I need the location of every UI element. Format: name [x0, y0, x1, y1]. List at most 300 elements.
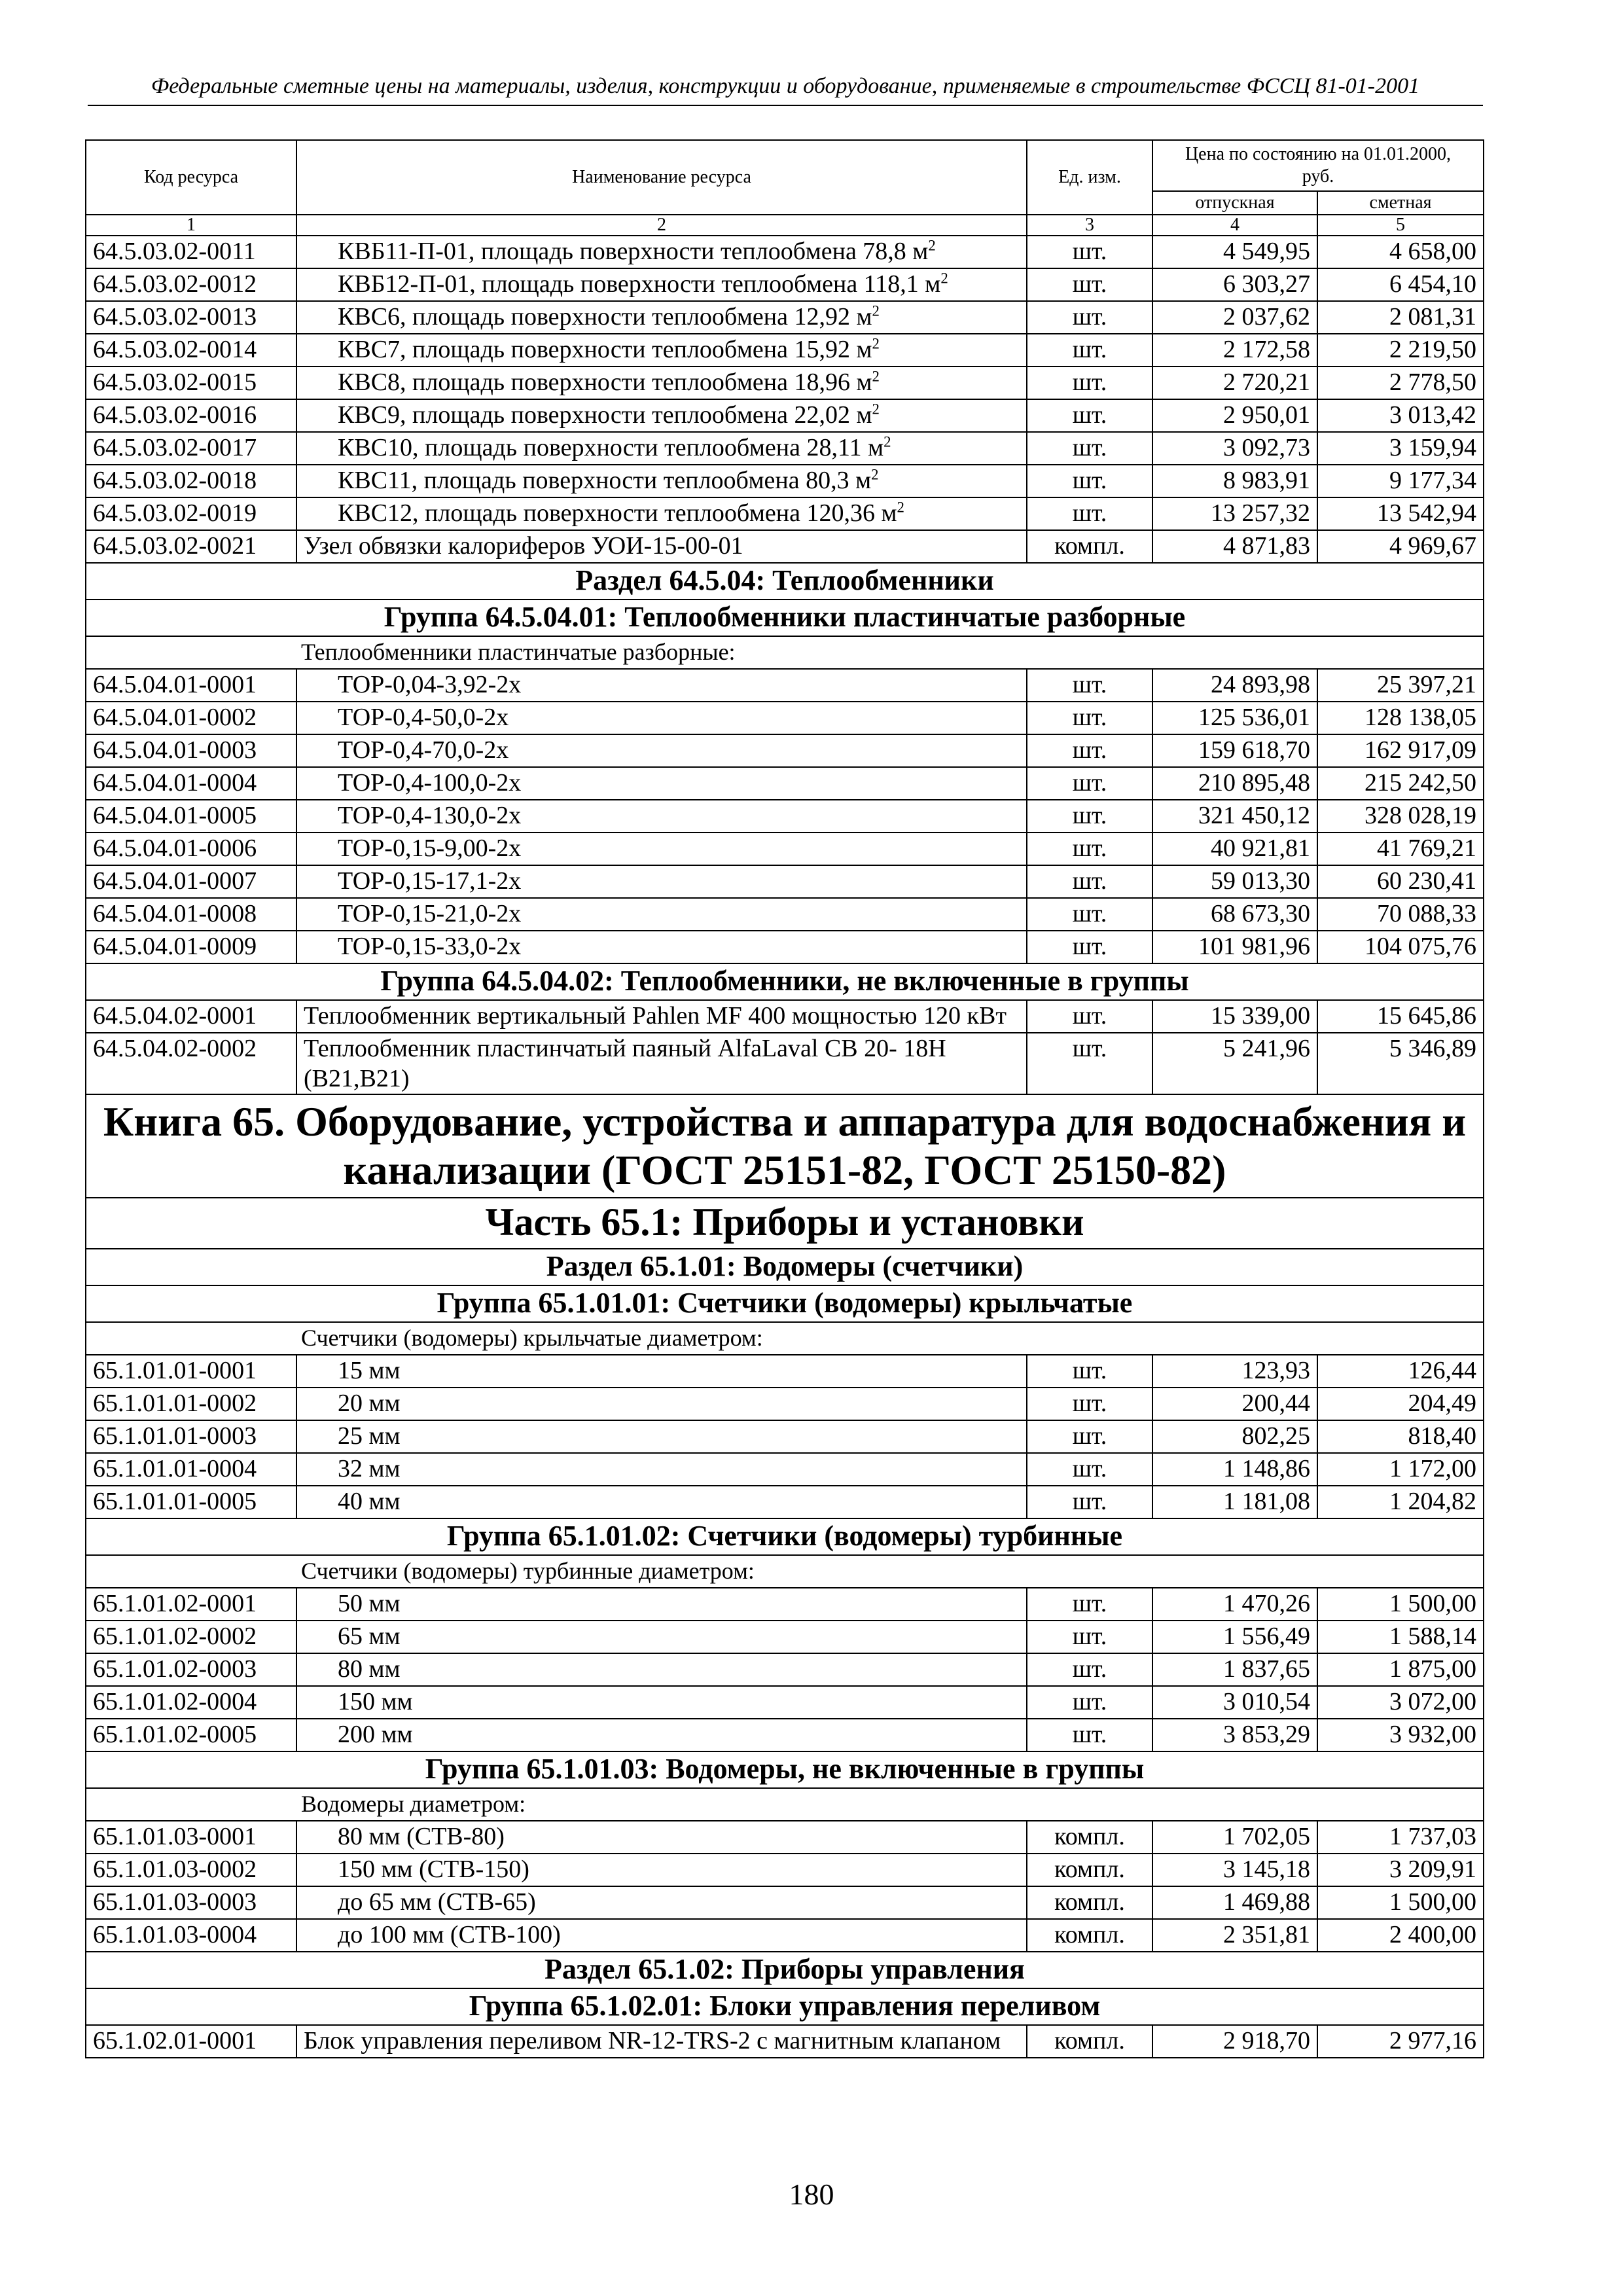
resource-name	[296, 1000, 1027, 1033]
resource-code: 64.5.03.02-0017	[86, 432, 296, 465]
table-row	[86, 236, 1484, 268]
resource-name	[296, 1420, 1027, 1453]
unit: компл.	[1027, 1919, 1152, 1952]
resource-name-text: 200 мм	[338, 1721, 413, 1748]
price-estimate: 1 875,00	[1317, 1653, 1484, 1686]
superscript-2: 2	[940, 270, 948, 287]
col-header-release: отпускная	[1152, 191, 1317, 215]
unit: компл.	[1027, 1886, 1152, 1919]
price-release: 2 172,58	[1152, 334, 1317, 367]
resource-name	[296, 2025, 1027, 2058]
resource-code: 65.1.01.03-0002	[86, 1854, 296, 1886]
price-estimate: 13 542,94	[1317, 497, 1484, 530]
table-row	[86, 334, 1484, 367]
unit: компл.	[1027, 2025, 1152, 2058]
resource-code: 65.1.01.01-0001	[86, 1355, 296, 1388]
resource-name-text: 20 мм	[338, 1390, 401, 1417]
resource-name-text: до 100 мм (СТВ-100)	[338, 1921, 561, 1948]
price-release: 1 470,26	[1152, 1588, 1317, 1621]
resource-name	[296, 465, 1027, 497]
resource-name-text: Теплообменник пластинчатый паяный AlfaLaval CB 20- 18H (B21,B21)	[304, 1035, 946, 1092]
resource-code: 64.5.03.02-0021	[86, 530, 296, 563]
price-release: 123,93	[1152, 1355, 1317, 1388]
price-release: 59 013,30	[1152, 865, 1317, 898]
price-estimate: 3 932,00	[1317, 1719, 1484, 1751]
resource-name-text: ТОР-0,15-9,00-2х	[338, 834, 522, 862]
resource-name	[296, 1588, 1027, 1621]
resource-name-text: КВБ12-П-01, площадь поверхности теплообмена 118,1 м	[338, 270, 941, 298]
resource-name	[296, 301, 1027, 334]
table-row	[86, 833, 1484, 865]
superscript-2: 2	[928, 237, 936, 254]
resource-name-text: ТОР-0,04-3,92-2х	[338, 671, 522, 698]
superscript-2: 2	[883, 433, 891, 450]
price-estimate: 5 346,89	[1317, 1033, 1484, 1094]
table-row	[86, 1355, 1484, 1388]
resource-name-text: Узел обвязки калориферов УОИ-15-00-01	[304, 532, 743, 560]
price-estimate: 9 177,34	[1317, 465, 1484, 497]
group-heading-row	[86, 1751, 1484, 1788]
unit: шт.	[1027, 800, 1152, 833]
price-release: 321 450,12	[1152, 800, 1317, 833]
price-release: 68 673,30	[1152, 898, 1317, 931]
superscript-2: 2	[872, 368, 880, 385]
unit: шт.	[1027, 268, 1152, 301]
table-row	[86, 301, 1484, 334]
resource-name	[296, 1453, 1027, 1486]
table-row	[86, 2025, 1484, 2058]
table-row	[86, 931, 1484, 963]
col-number: 4	[1152, 215, 1317, 236]
resource-code: 64.5.03.02-0012	[86, 268, 296, 301]
table-row	[86, 465, 1484, 497]
resource-code: 64.5.03.02-0018	[86, 465, 296, 497]
price-release: 4 549,95	[1152, 236, 1317, 268]
price-estimate: 126,44	[1317, 1355, 1484, 1388]
price-estimate: 3 013,42	[1317, 399, 1484, 432]
unit: шт.	[1027, 1000, 1152, 1033]
resource-name-text: 65 мм	[338, 1623, 401, 1650]
table-row	[86, 432, 1484, 465]
table-row	[86, 1388, 1484, 1420]
resource-name	[296, 334, 1027, 367]
resource-name-text: КВС7, площадь поверхности теплообмена 15,92 м	[338, 336, 872, 363]
unit: шт.	[1027, 1420, 1152, 1453]
subgroup-caption: Водомеры диаметром:	[86, 1788, 1484, 1821]
price-release: 13 257,32	[1152, 497, 1317, 530]
price-estimate: 60 230,41	[1317, 865, 1484, 898]
resource-name-text: до 65 мм (СТВ-65)	[338, 1888, 536, 1916]
resource-name	[296, 1821, 1027, 1854]
resource-code: 65.1.01.02-0002	[86, 1621, 296, 1653]
subgroup-caption: Теплообменники пластинчатые разборные:	[86, 636, 1484, 669]
book-heading-row	[86, 1094, 1484, 1198]
group-heading-row	[86, 1285, 1484, 1322]
resource-name	[296, 1686, 1027, 1719]
section-heading-row	[86, 563, 1484, 600]
subgroup-caption-row	[86, 1788, 1484, 1821]
resource-name-text: ТОР-0,4-100,0-2х	[338, 769, 522, 797]
price-release: 3 092,73	[1152, 432, 1317, 465]
resource-code: 64.5.04.01-0008	[86, 898, 296, 931]
resource-name	[296, 1355, 1027, 1388]
price-estimate: 4 658,00	[1317, 236, 1484, 268]
resource-name-text: ТОР-0,4-130,0-2х	[338, 802, 522, 829]
price-estimate: 204,49	[1317, 1388, 1484, 1420]
resource-code: 64.5.03.02-0019	[86, 497, 296, 530]
col-header-unit: Ед. изм.	[1027, 140, 1152, 215]
table-row	[86, 1588, 1484, 1621]
unit: шт.	[1027, 367, 1152, 399]
resource-name	[296, 1653, 1027, 1686]
price-estimate: 2 778,50	[1317, 367, 1484, 399]
price-estimate: 3 209,91	[1317, 1854, 1484, 1886]
table-row	[86, 669, 1484, 702]
resource-name-text: КВБ11-П-01, площадь поверхности теплообмена 78,8 м	[338, 238, 929, 265]
resource-code: 64.5.04.01-0009	[86, 931, 296, 963]
price-estimate: 1 204,82	[1317, 1486, 1484, 1518]
price-estimate: 1 172,00	[1317, 1453, 1484, 1486]
price-release: 200,44	[1152, 1388, 1317, 1420]
price-estimate: 1 588,14	[1317, 1621, 1484, 1653]
price-release: 3 010,54	[1152, 1686, 1317, 1719]
unit: шт.	[1027, 734, 1152, 767]
unit: шт.	[1027, 1355, 1152, 1388]
unit: шт.	[1027, 1686, 1152, 1719]
table-row	[86, 865, 1484, 898]
table-row	[86, 399, 1484, 432]
resource-code: 65.1.01.02-0001	[86, 1588, 296, 1621]
resource-code: 65.1.01.02-0004	[86, 1686, 296, 1719]
resource-code: 64.5.03.02-0014	[86, 334, 296, 367]
unit: шт.	[1027, 898, 1152, 931]
price-estimate: 818,40	[1317, 1420, 1484, 1453]
subgroup-caption: Счетчики (водомеры) крыльчатые диаметром:	[86, 1322, 1484, 1355]
price-estimate: 2 977,16	[1317, 2025, 1484, 2058]
group-heading: Группа 65.1.01.01: Счетчики (водомеры) крыльчатые	[86, 1285, 1484, 1322]
price-release: 3 853,29	[1152, 1719, 1317, 1751]
resource-name-text: ТОР-0,4-70,0-2х	[338, 736, 509, 764]
table-row	[86, 702, 1484, 734]
price-estimate: 3 072,00	[1317, 1686, 1484, 1719]
subgroup-caption-row	[86, 1322, 1484, 1355]
price-estimate: 70 088,33	[1317, 898, 1484, 931]
section-heading-row	[86, 1952, 1484, 1988]
part-heading: Часть 65.1: Приборы и установки	[86, 1198, 1484, 1249]
resource-code: 65.1.01.02-0005	[86, 1719, 296, 1751]
resource-name-text: КВС6, площадь поверхности теплообмена 12,92 м	[338, 303, 872, 331]
col-number: 2	[296, 215, 1027, 236]
group-heading: Группа 65.1.01.02: Счетчики (водомеры) турбинные	[86, 1518, 1484, 1555]
table-row	[86, 1000, 1484, 1033]
resource-name	[296, 833, 1027, 865]
resource-name-text: 32 мм	[338, 1455, 401, 1482]
price-release: 1 181,08	[1152, 1486, 1317, 1518]
unit: шт.	[1027, 833, 1152, 865]
table-row	[86, 898, 1484, 931]
price-estimate: 25 397,21	[1317, 669, 1484, 702]
price-estimate: 128 138,05	[1317, 702, 1484, 734]
resource-name-text: КВС12, площадь поверхности теплообмена 120,36 м	[338, 499, 897, 527]
resource-name-text: 25 мм	[338, 1422, 401, 1450]
unit: шт.	[1027, 465, 1152, 497]
resource-code: 64.5.04.02-0001	[86, 1000, 296, 1033]
unit: шт.	[1027, 1719, 1152, 1751]
table-row	[86, 497, 1484, 530]
col-header-code: Код ресурса	[86, 140, 296, 215]
price-release: 1 837,65	[1152, 1653, 1317, 1686]
unit: шт.	[1027, 399, 1152, 432]
price-release: 8 983,91	[1152, 465, 1317, 497]
resource-name-text: 80 мм (СТВ-80)	[338, 1823, 505, 1850]
resource-name	[296, 669, 1027, 702]
price-release: 1 556,49	[1152, 1621, 1317, 1653]
price-release: 2 037,62	[1152, 301, 1317, 334]
resource-code: 64.5.04.01-0005	[86, 800, 296, 833]
resource-name-text: 40 мм	[338, 1488, 401, 1515]
price-estimate: 41 769,21	[1317, 833, 1484, 865]
unit: шт.	[1027, 865, 1152, 898]
header-rule	[88, 105, 1483, 106]
resource-code: 65.1.02.01-0001	[86, 2025, 296, 2058]
unit: шт.	[1027, 702, 1152, 734]
resource-name	[296, 767, 1027, 800]
part-heading-row	[86, 1198, 1484, 1249]
table-row	[86, 767, 1484, 800]
group-heading: Группа 64.5.04.01: Теплообменники пластинчатые разборные	[86, 600, 1484, 636]
subgroup-caption: Счетчики (водомеры) турбинные диаметром:	[86, 1555, 1484, 1588]
resource-name	[296, 1886, 1027, 1919]
table-header-row	[86, 140, 1484, 191]
running-header: Федеральные сметные цены на материалы, изделия, конструкции и оборудование, применяемые в строительстве ФССЦ 81-01-2001	[151, 74, 1420, 98]
section-heading: Раздел 65.1.01: Водомеры (счетчики)	[86, 1249, 1484, 1285]
unit: шт.	[1027, 1588, 1152, 1621]
table-row	[86, 1719, 1484, 1751]
resource-code: 64.5.03.02-0015	[86, 367, 296, 399]
resource-name	[296, 432, 1027, 465]
unit: шт.	[1027, 1033, 1152, 1094]
price-release: 5 241,96	[1152, 1033, 1317, 1094]
price-estimate: 328 028,19	[1317, 800, 1484, 833]
col-header-estimate: сметная	[1317, 191, 1484, 215]
price-release: 2 918,70	[1152, 2025, 1317, 2058]
table-row	[86, 367, 1484, 399]
resource-name	[296, 399, 1027, 432]
unit: шт.	[1027, 931, 1152, 963]
resource-code: 65.1.01.03-0003	[86, 1886, 296, 1919]
price-estimate: 1 500,00	[1317, 1886, 1484, 1919]
price-estimate: 215 242,50	[1317, 767, 1484, 800]
book-heading: Книга 65. Оборудование, устройства и аппаратура для водоснабжения и канализации (ГОСТ 25151-82, ГОСТ 25150-82)	[86, 1094, 1484, 1198]
resource-name-text: ТОР-0,15-33,0-2х	[338, 933, 522, 960]
price-release: 3 145,18	[1152, 1854, 1317, 1886]
unit: компл.	[1027, 1821, 1152, 1854]
unit: шт.	[1027, 1486, 1152, 1518]
unit: шт.	[1027, 669, 1152, 702]
resource-code: 64.5.04.01-0002	[86, 702, 296, 734]
price-release: 1 469,88	[1152, 1886, 1317, 1919]
resource-name	[296, 497, 1027, 530]
section-heading: Раздел 64.5.04: Теплообменники	[86, 563, 1484, 600]
resource-name-text: КВС9, площадь поверхности теплообмена 22,02 м	[338, 401, 872, 429]
subgroup-caption-row	[86, 636, 1484, 669]
resource-name	[296, 865, 1027, 898]
superscript-2: 2	[872, 302, 880, 319]
resource-code: 65.1.01.01-0003	[86, 1420, 296, 1453]
unit: шт.	[1027, 236, 1152, 268]
price-estimate: 15 645,86	[1317, 1000, 1484, 1033]
price-table	[85, 139, 1484, 2058]
resource-name-text: ТОР-0,4-50,0-2х	[338, 704, 509, 731]
price-release: 15 339,00	[1152, 1000, 1317, 1033]
column-number-row	[86, 215, 1484, 236]
resource-code: 65.1.01.03-0001	[86, 1821, 296, 1854]
table-row	[86, 1621, 1484, 1653]
col-header-price: Цена по состоянию на 01.01.2000, руб.	[1152, 140, 1484, 191]
price-release: 2 950,01	[1152, 399, 1317, 432]
group-heading: Группа 64.5.04.02: Теплообменники, не включенные в группы	[86, 963, 1484, 1000]
group-heading: Группа 65.1.01.03: Водомеры, не включенные в группы	[86, 1751, 1484, 1788]
col-number: 3	[1027, 215, 1152, 236]
price-estimate: 2 081,31	[1317, 301, 1484, 334]
group-heading-row	[86, 1518, 1484, 1555]
resource-name-text: КВС10, площадь поверхности теплообмена 28,11 м	[338, 434, 884, 461]
price-estimate: 162 917,09	[1317, 734, 1484, 767]
table-row	[86, 1886, 1484, 1919]
table-row	[86, 1919, 1484, 1952]
resource-name	[296, 1486, 1027, 1518]
price-release: 24 893,98	[1152, 669, 1317, 702]
table-row	[86, 268, 1484, 301]
resource-code: 64.5.04.01-0006	[86, 833, 296, 865]
price-release: 101 981,96	[1152, 931, 1317, 963]
price-release: 40 921,81	[1152, 833, 1317, 865]
resource-name-text: КВС8, площадь поверхности теплообмена 18,96 м	[338, 368, 872, 396]
unit: шт.	[1027, 1621, 1152, 1653]
resource-code: 65.1.01.02-0003	[86, 1653, 296, 1686]
resource-name	[296, 530, 1027, 563]
resource-name-text: 15 мм	[338, 1357, 401, 1384]
resource-code: 65.1.01.01-0005	[86, 1486, 296, 1518]
table-row	[86, 1686, 1484, 1719]
price-estimate: 2 219,50	[1317, 334, 1484, 367]
section-heading-row	[86, 1249, 1484, 1285]
resource-name	[296, 898, 1027, 931]
resource-name-text: КВС11, площадь поверхности теплообмена 80,3 м	[338, 467, 872, 494]
resource-name	[296, 1719, 1027, 1751]
subgroup-caption-row	[86, 1555, 1484, 1588]
superscript-2: 2	[872, 401, 880, 418]
unit: шт.	[1027, 1453, 1152, 1486]
resource-name	[296, 1388, 1027, 1420]
table-row	[86, 1486, 1484, 1518]
resource-name-text: ТОР-0,15-17,1-2х	[338, 867, 522, 895]
table-row	[86, 1653, 1484, 1686]
section-heading: Раздел 65.1.02: Приборы управления	[86, 1952, 1484, 1988]
table-row	[86, 1420, 1484, 1453]
resource-code: 64.5.03.02-0013	[86, 301, 296, 334]
resource-name-text: 150 мм	[338, 1688, 413, 1715]
resource-name	[296, 367, 1027, 399]
unit: шт.	[1027, 767, 1152, 800]
resource-name-text: Теплообменник вертикальный Pahlen MF 400 мощностью 120 кВт	[304, 1002, 1007, 1030]
group-heading-row	[86, 963, 1484, 1000]
resource-code: 65.1.01.03-0004	[86, 1919, 296, 1952]
price-release: 159 618,70	[1152, 734, 1317, 767]
resource-name	[296, 1033, 1027, 1094]
resource-code: 65.1.01.01-0004	[86, 1453, 296, 1486]
superscript-2: 2	[871, 466, 879, 483]
group-heading-row	[86, 1988, 1484, 2025]
resource-name-text: 150 мм (СТВ-150)	[338, 1856, 529, 1883]
price-estimate: 1 737,03	[1317, 1821, 1484, 1854]
price-release: 1 148,86	[1152, 1453, 1317, 1486]
table-row	[86, 800, 1484, 833]
price-release: 2 720,21	[1152, 367, 1317, 399]
resource-name-text: Блок управления переливом NR-12-TRS-2 с магнитным клапаном	[304, 2027, 1001, 2054]
price-release: 6 303,27	[1152, 268, 1317, 301]
superscript-2: 2	[872, 335, 880, 352]
price-estimate: 4 969,67	[1317, 530, 1484, 563]
superscript-2: 2	[897, 499, 904, 516]
col-header-name: Наименование ресурса	[296, 140, 1027, 215]
unit: шт.	[1027, 301, 1152, 334]
resource-code: 64.5.04.01-0007	[86, 865, 296, 898]
price-estimate: 3 159,94	[1317, 432, 1484, 465]
resource-code: 64.5.03.02-0016	[86, 399, 296, 432]
col-number: 5	[1317, 215, 1484, 236]
price-release: 210 895,48	[1152, 767, 1317, 800]
unit: шт.	[1027, 1388, 1152, 1420]
resource-code: 64.5.04.01-0001	[86, 669, 296, 702]
price-estimate: 104 075,76	[1317, 931, 1484, 963]
price-estimate: 2 400,00	[1317, 1919, 1484, 1952]
group-heading-row	[86, 600, 1484, 636]
price-release: 4 871,83	[1152, 530, 1317, 563]
price-release: 802,25	[1152, 1420, 1317, 1453]
unit: шт.	[1027, 497, 1152, 530]
unit: шт.	[1027, 432, 1152, 465]
resource-code: 64.5.03.02-0011	[86, 236, 296, 268]
resource-name-text: 80 мм	[338, 1655, 401, 1683]
price-release: 125 536,01	[1152, 702, 1317, 734]
unit: компл.	[1027, 1854, 1152, 1886]
resource-code: 64.5.04.01-0004	[86, 767, 296, 800]
resource-name-text: ТОР-0,15-21,0-2х	[338, 900, 522, 927]
resource-code: 64.5.04.01-0003	[86, 734, 296, 767]
price-release: 2 351,81	[1152, 1919, 1317, 1952]
unit: шт.	[1027, 334, 1152, 367]
price-estimate: 1 500,00	[1317, 1588, 1484, 1621]
resource-code: 64.5.04.02-0002	[86, 1033, 296, 1094]
resource-name	[296, 734, 1027, 767]
table-row	[86, 1854, 1484, 1886]
resource-name	[296, 1621, 1027, 1653]
resource-name	[296, 931, 1027, 963]
price-release: 1 702,05	[1152, 1821, 1317, 1854]
resource-name-text: 50 мм	[338, 1590, 401, 1617]
resource-name	[296, 1854, 1027, 1886]
table-row	[86, 734, 1484, 767]
page-number: 180	[789, 2178, 834, 2211]
table-row	[86, 1033, 1484, 1094]
col-number: 1	[86, 215, 296, 236]
resource-name	[296, 268, 1027, 301]
table-row	[86, 530, 1484, 563]
resource-name	[296, 1919, 1027, 1952]
table-row	[86, 1453, 1484, 1486]
resource-code: 65.1.01.01-0002	[86, 1388, 296, 1420]
